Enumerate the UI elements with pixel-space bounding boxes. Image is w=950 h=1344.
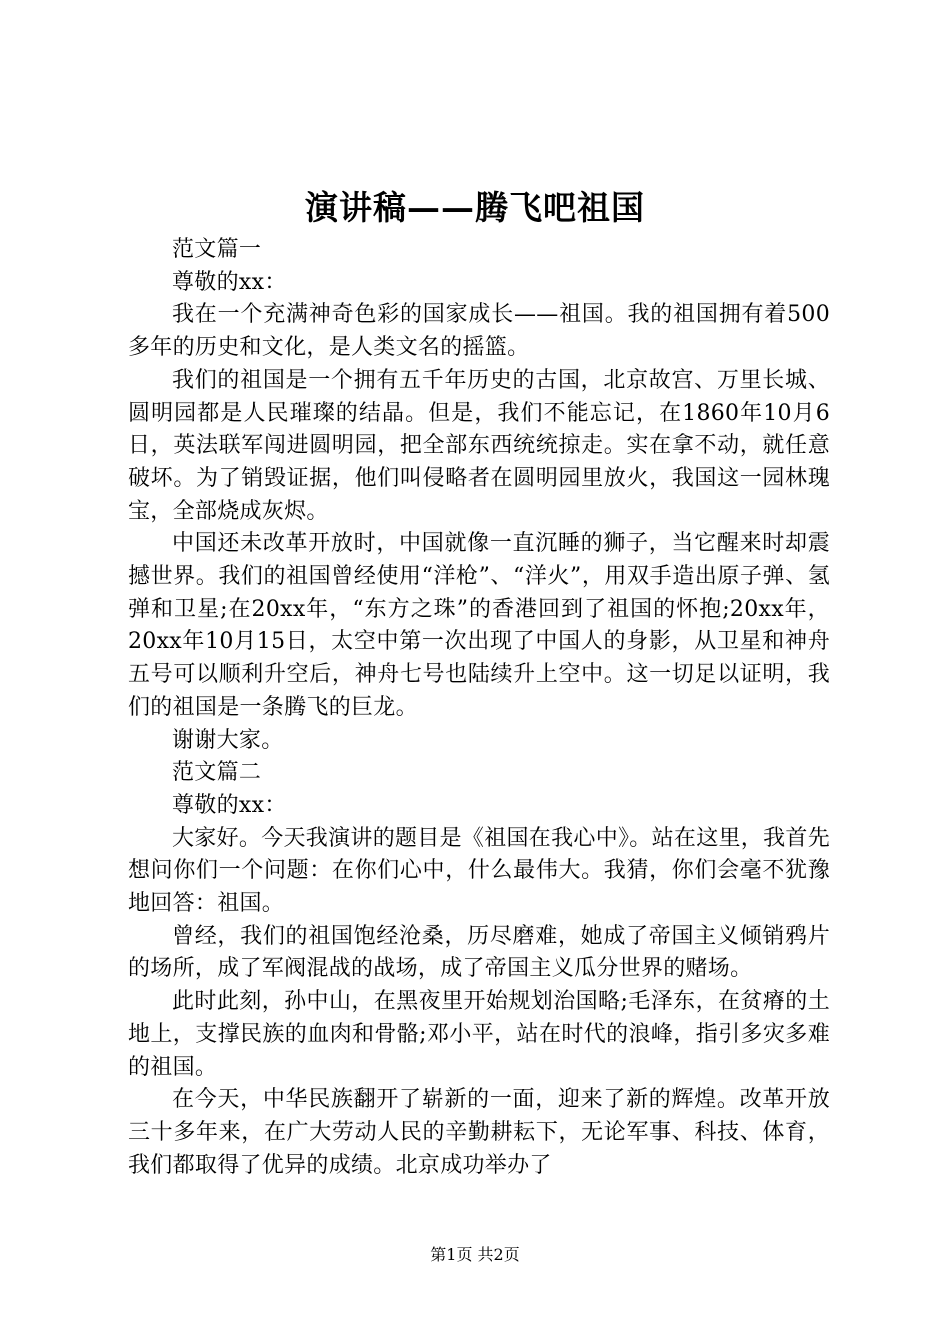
paragraph: 中国还未改革开放时，中国就像一直沉睡的狮子，当它醒来时却震撼世界。我们的祖国曾经使用“洋枪”、“洋火”，用双手造出原子弹、氢弹和卫星;在20xx年，“东方之珠”的香港回到了祖国的怀抱;20xx年，20xx年10月15日，太空中第一次出现了中国人的身影，从卫星和神舟五号可以顺利升空后，神舟七号也陆续升上空中。这一切足以证明，我们的祖国是一条腾飞的巨龙。 (128, 531, 830, 720)
paragraph: 我在一个充满神奇色彩的国家成长——祖国。我的祖国拥有着500多年的历史和文化，是人类文名的摇篮。 (128, 302, 830, 361)
paragraph: 范文篇二 (172, 760, 262, 786)
paragraph: 尊敬的xx： (172, 792, 287, 818)
paragraph: 尊敬的xx： (172, 269, 287, 295)
paragraph: 在今天，中华民族翻开了崭新的一面，迎来了新的辉煌。改革开放三十多年来，在广大劳动人民的辛勤耕耘下，无论军事、科技、体育，我们都取得了优异的成绩。北京成功举办了 (128, 1087, 830, 1178)
document-body (128, 234, 830, 1182)
paragraph: 曾经，我们的祖国饱经沧桑，历尽磨难，她成了帝国主义倾销鸦片的场所，成了军阀混战的战场，成了帝国主义瓜分世界的赌场。 (128, 923, 830, 982)
document-title: 演讲稿——腾飞吧祖国 (305, 188, 645, 227)
paragraph: 大家好。今天我演讲的题目是《祖国在我心中》。站在这里，我首先想问你们一个问题：在你们心中，什么最伟大。我猜，你们会毫不犹豫地回答：祖国。 (128, 825, 831, 917)
paragraph: 我们的祖国是一个拥有五千年历史的古国，北京故宫、万里长城、圆明园都是人民璀璨的结晶。但是，我们不能忘记，在1860年10月6日，英法联军闯进圆明园，把全部东西统统掠走。实在拿不动，就任意破坏。为了销毁证据，他们叫侵略者在圆明园里放火，我国这一园林瑰宝，全部烧成灰烬。 (128, 367, 830, 524)
page-footer: 第1页 共2页 (430, 1245, 520, 1264)
paragraph: 此时此刻，孙中山，在黑夜里开始规划治国略;毛泽东，在贫瘠的土地上，支撑民族的血肉和骨骼;邓小平，站在时代的浪峰，指引多灾多难的祖国。 (128, 989, 830, 1080)
paragraph: 范文篇一 (172, 237, 262, 262)
paragraph: 谢谢大家。 (172, 727, 284, 753)
